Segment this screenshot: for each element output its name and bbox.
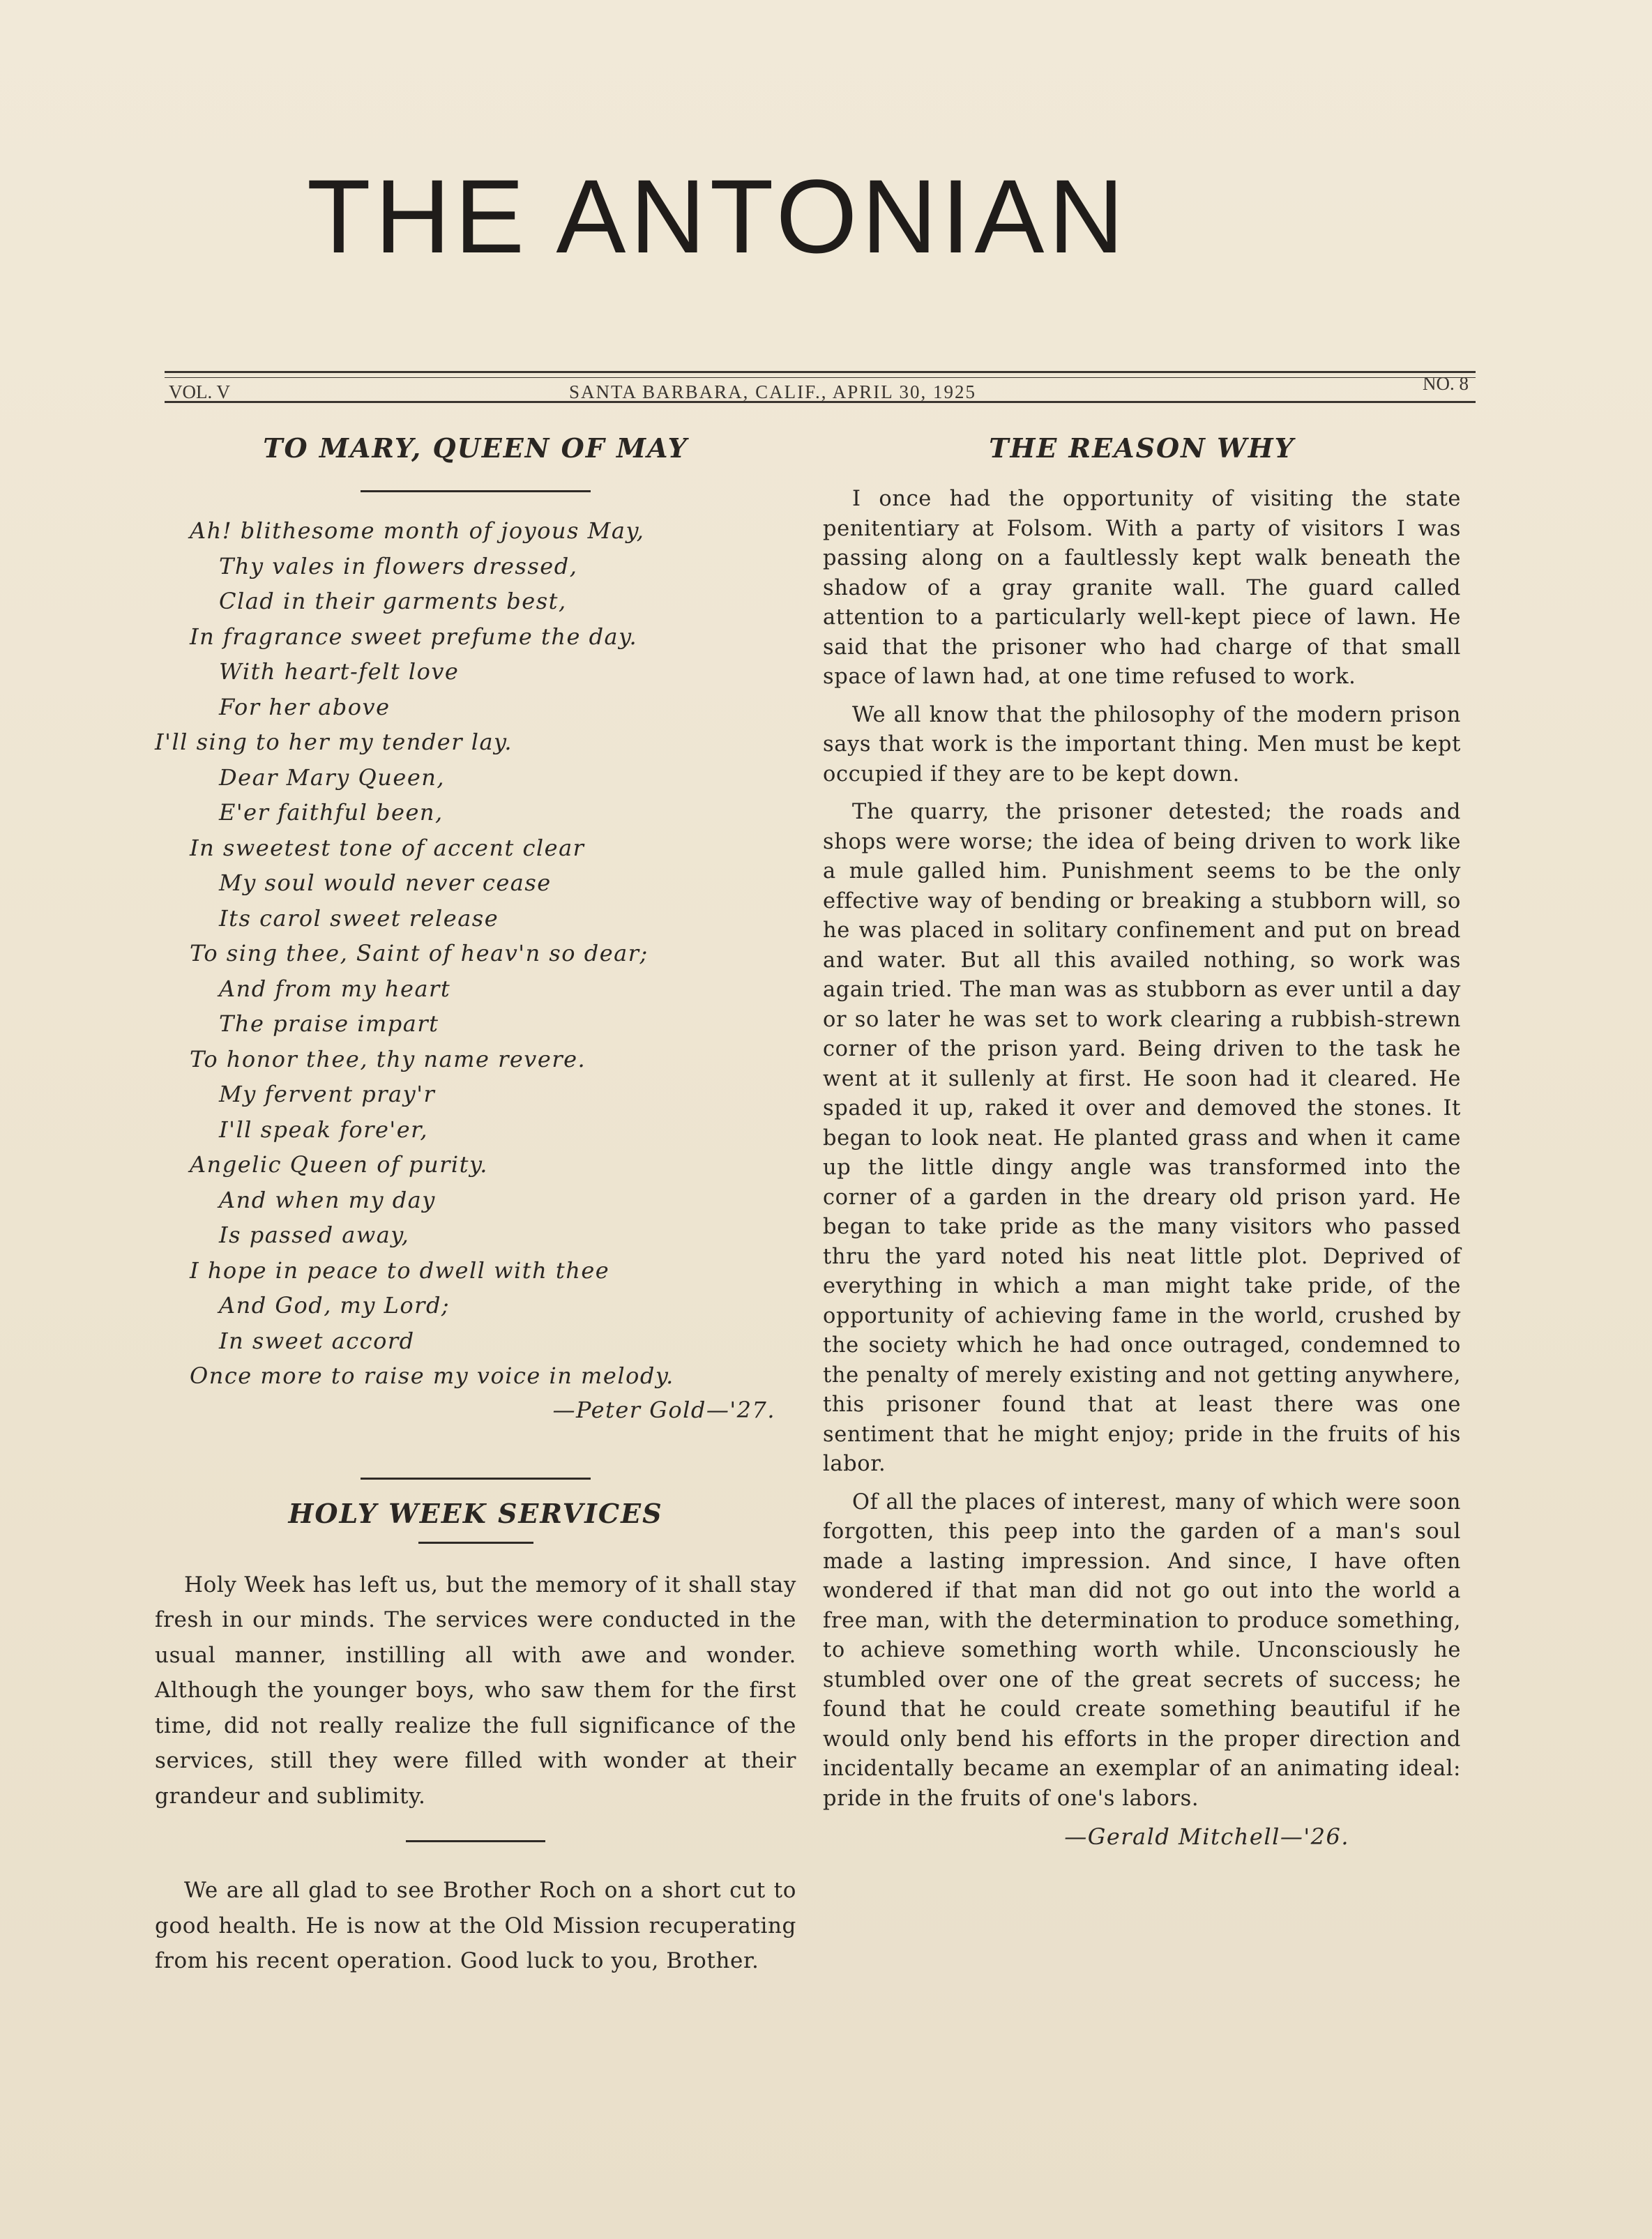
poem-line: My soul would never cease xyxy=(219,870,552,896)
poem-line: The praise impart xyxy=(219,1010,439,1037)
poem-signature: —Peter Gold—'27. xyxy=(552,1396,775,1423)
right-column xyxy=(823,432,1461,1850)
masthead-title: THE ANTONIAN xyxy=(307,158,1128,275)
issue-number: NO. 8 xyxy=(1423,373,1469,394)
brother-roch-paragraph: We are all glad to see Brother Roch on a short cut to good health. He is now at the Old Mission recuperating from his recent operation. Good luck to you, Brother. xyxy=(155,1878,796,1973)
reason-why-paragraph-2: We all know that the philosophy of the modern prison says that work is the important thing. Men must be kept occupied if they are to be kept down. xyxy=(823,702,1461,787)
poem-line: I hope in peace to dwell with thee xyxy=(190,1257,610,1284)
poem-line: And God, my Lord; xyxy=(219,1292,450,1319)
divider-rule xyxy=(406,1840,545,1842)
poem-line: And from my heart xyxy=(219,975,451,1002)
poem-line: In fragrance sweet prefume the day. xyxy=(190,623,638,650)
poem-line: E'er faithful been, xyxy=(219,799,444,826)
poem-line: Thy vales in flowers dressed, xyxy=(219,552,578,579)
poem-body xyxy=(155,513,796,1394)
poem-title: TO MARY, QUEEN OF MAY xyxy=(263,432,688,464)
poem-line: For her above xyxy=(219,693,391,720)
reason-why-paragraph-4: Of all the places of interest, many of which were soon forgotten, this peep into the garden of a man's soul made a lasting impression. And since, I have often wondered if that man did not go out into the world a free man, with the determination to produce something, to achieve something worth while. Unconsciously he stumbled over one of the great secrets of success; he found that he could create something beautiful if he would only bend his efforts in the proper direction and incidentally became an exemplar of an animating ideal: pride in the fruits of one's labors. xyxy=(823,1489,1461,1811)
poem-line: Ah! blithesome month of joyous May, xyxy=(190,517,645,544)
poem-line: And when my day xyxy=(219,1186,436,1213)
holy-week-article xyxy=(155,1568,796,1814)
reason-why-paragraph-3: The quarry, the prisoner detested; the roads and shops were worse; the idea of being driven to work like a mule galled him. Punishment seems to be the only effective way of bending or breaking a stubborn will, so he was placed in solitary confinement and put on bread and water. But all this availed nothing, so work was again tried. The man was as stubborn as ever until a day or so later he was set to work clearing a rubbish-strewn corner of the prison yard. Being driven to the task he went at it sullenly at first. He soon had it cleared. He spaded it up, raked it over and demoved the stones. It began to look neat. He planted grass and when it came up the little dingy angle was transformed into the corner of a garden in the dreary old prison yard. He began to take pride as the many visitors who passed thru the yard noted his neat little plot. Deprived of everything in which a man might take pride, of the opportunity of achieving fame in the world, crushed by the society which he had once outraged, condemned to the penalty of merely existing and not getting anywhere, this prisoner found that at least there was one sentiment that he might enjoy; pride in the fruits of his labor. xyxy=(823,800,1461,1476)
poem-line: In sweetest tone of accent clear xyxy=(190,834,585,861)
dateline-bar xyxy=(165,371,1476,403)
poem-line: In sweet accord xyxy=(219,1327,415,1354)
brother-roch-article xyxy=(155,1873,796,1979)
holy-week-title: HOLY WEEK SERVICES xyxy=(288,1497,663,1529)
poem-line: To honor thee, thy name revere. xyxy=(190,1045,586,1072)
poem-line: Once more to raise my voice in melody. xyxy=(190,1363,674,1389)
poem-line: I'll speak fore'er, xyxy=(219,1116,429,1143)
reason-why-paragraph-1: I once had the opportunity of visiting the state penitentiary at Folsom. With a party of visitors I was passing along on a faultlessly kept walk beneath the shadow of a gray granite wall. The guard called attention to a particularly well-kept piece of lawn. He said that the prisoner who had charge of that small space of lawn had, at one time refused to work. xyxy=(823,487,1461,689)
poem-line: Is passed away, xyxy=(219,1222,410,1248)
reason-why-article xyxy=(823,485,1461,1814)
poem-line: To sing thee, Saint of heav'n so dear; xyxy=(190,940,649,966)
divider-rule xyxy=(361,490,591,492)
poem-line: Angelic Queen of purity. xyxy=(190,1151,488,1178)
poem-line: With heart-felt love xyxy=(219,658,460,685)
place-date: SANTA BARBARA, CALIF., APRIL 30, 1925 xyxy=(569,381,976,402)
poem-line: I'll sing to her my tender lay. xyxy=(155,729,513,755)
holy-week-paragraph: Holy Week has left us, but the memory of it shall stay fresh in our minds. The services were conducted in the usual manner, instilling all with awe and wonder. Although the younger boys, who saw them for the first time, did not really realize the full significance of the services, still they were filled with wonder at their grandeur and sublimity. xyxy=(155,1572,796,1809)
left-column xyxy=(155,432,796,1979)
poem-line: Clad in their garments best, xyxy=(219,588,567,614)
poem-line: My fervent pray'r xyxy=(219,1081,436,1107)
reason-why-title: THE REASON WHY xyxy=(989,432,1295,464)
poem-line: Dear Mary Queen, xyxy=(219,764,446,791)
poem-line: Its carol sweet release xyxy=(219,904,499,932)
volume-label: VOL. V xyxy=(169,381,231,402)
divider-rule xyxy=(361,1478,591,1480)
reason-why-signature: —Gerald Mitchell—'26. xyxy=(1064,1823,1349,1850)
divider-rule xyxy=(418,1542,533,1544)
